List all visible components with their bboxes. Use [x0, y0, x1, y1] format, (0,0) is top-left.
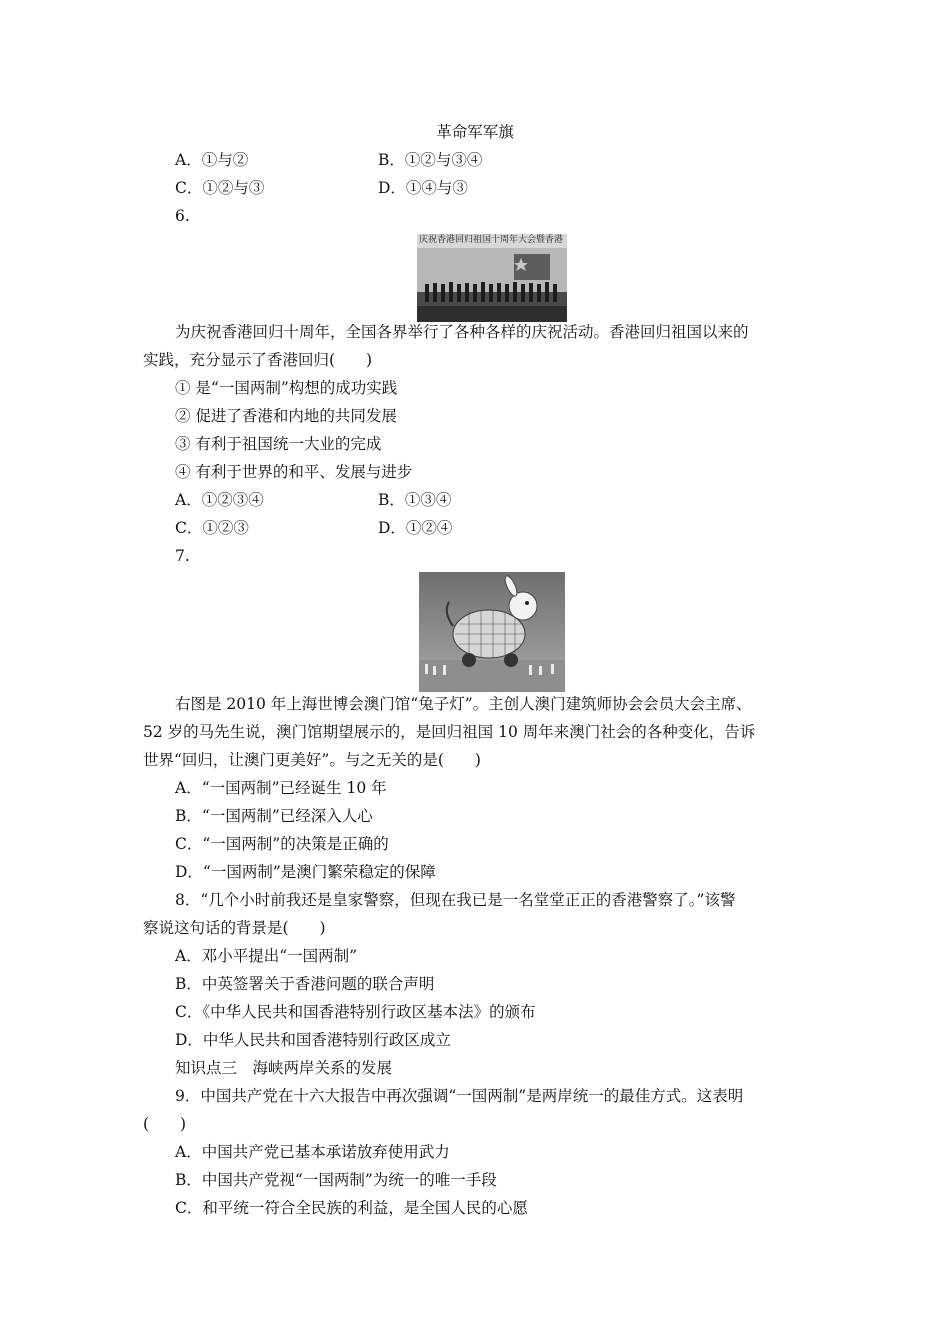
q6-statement-1: ① 是“一国两制”构想的成功实践 — [175, 379, 398, 397]
q7-number: 7. — [175, 547, 190, 565]
q6-option-b: B．①③④ — [378, 491, 452, 509]
rabbit-lantern-illustration — [419, 572, 565, 692]
q6-statement-4: ④ 有利于世界的和平、发展与进步 — [175, 463, 413, 481]
q6-stem-line1: 为庆祝香港回归十周年，全国各界举行了各种各样的庆祝活动。香港回归祖国以来的 — [175, 323, 749, 341]
flag-caption: 革命军军旗 — [436, 123, 514, 141]
q9-option-c: C．和平统一符合全民族的利益，是全国人民的心愿 — [175, 1199, 528, 1217]
hk-ceremony-illustration — [417, 234, 567, 322]
q6-stem-line2: 实践，充分显示了香港回归( ) — [143, 351, 373, 369]
q6-option-d: D．①②④ — [378, 519, 453, 537]
q9-option-a: A．中国共产党已基本承诺放弃使用武力 — [175, 1143, 450, 1161]
q9-option-b: B．中国共产党视“一国两制”为统一的唯一手段 — [175, 1171, 497, 1189]
q8-option-c: C．《中华人民共和国香港特别行政区基本法》的颁布 — [175, 1003, 536, 1021]
q8-option-d: D．中华人民共和国香港特别行政区成立 — [175, 1031, 451, 1049]
q7-stem-line3: 世界“回归，让澳门更美好”。与之无关的是( ) — [143, 751, 481, 769]
q7-option-d: D．“一国两制”是澳门繁荣稳定的保障 — [175, 863, 436, 881]
q7-option-b: B．“一国两制”已经深入人心 — [175, 807, 373, 825]
q6-statement-2: ② 促进了香港和内地的共同发展 — [175, 407, 397, 425]
q6-statement-3: ③ 有利于祖国统一大业的完成 — [175, 435, 382, 453]
q5-option-c: C．①②与③ — [175, 179, 265, 197]
section-heading: 知识点三 海峡两岸关系的发展 — [175, 1059, 393, 1077]
q8-stem-line1: 8．“几个小时前我还是皇家警察，但现在我已是一名堂堂正正的香港警察了。”该警 — [175, 891, 736, 909]
hk-ceremony-photo — [417, 234, 567, 322]
q7-option-c: C．“一国两制”的决策是正确的 — [175, 835, 389, 853]
q7-option-a: A．“一国两制”已经诞生 10 年 — [175, 779, 387, 797]
q5-option-a: A．①与② — [175, 151, 249, 169]
photo-banner-text: 庆祝香港回归祖国十周年大会暨香港 — [419, 235, 564, 245]
q6-option-a: A．①②③④ — [175, 491, 264, 509]
q7-stem-line1: 右图是 2010 年上海世博会澳门馆“兔子灯”。主创人澳门建筑师协会会员大会主席、 — [175, 695, 752, 713]
q9-stem-line2: ( ) — [143, 1115, 187, 1133]
q6-number: 6. — [175, 207, 190, 225]
q8-option-b: B．中英签署关于香港问题的联合声明 — [175, 975, 435, 993]
q9-stem-line1: 9．中国共产党在十六大报告中再次强调“一国两制”是两岸统一的最佳方式。这表明 — [175, 1087, 744, 1105]
q5-option-d: D．①④与③ — [378, 179, 468, 197]
q8-option-a: A．邓小平提出“一国两制” — [175, 947, 358, 965]
q6-option-c: C．①②③ — [175, 519, 249, 537]
rabbit-lantern-photo — [419, 572, 565, 692]
q7-stem-line2: 52 岁的马先生说，澳门馆期望展示的，是回归祖国 10 周年来澳门社会的各种变化，告诉 — [143, 723, 756, 741]
q8-stem-line2: 察说这句话的背景是( ) — [143, 919, 326, 937]
q5-option-b: B．①②与③④ — [378, 151, 483, 169]
